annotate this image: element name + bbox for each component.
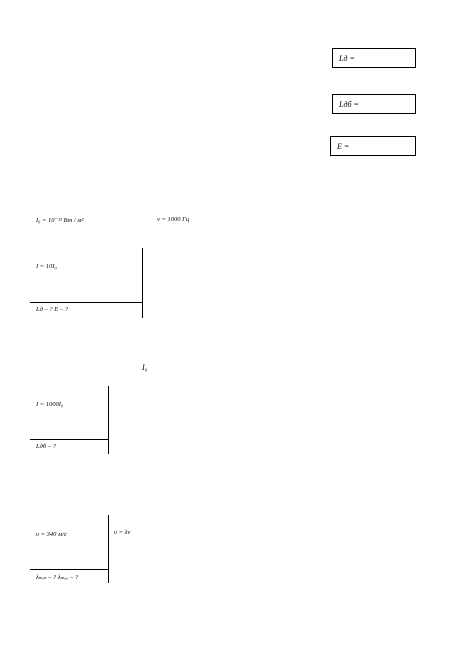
problem1-divider-vertical	[142, 248, 143, 318]
problem2-find: Lдб – ?	[36, 443, 56, 450]
answer-box-ld-label: Lд =	[339, 53, 355, 63]
given-intensity: I = 10I₀	[36, 263, 57, 270]
given-i0: I₀ = 10⁻¹² Вт / м²	[36, 217, 84, 224]
problem3-divider-horizontal	[30, 569, 108, 570]
problem1-find: Lд – ? E – ?	[36, 306, 68, 313]
answer-box-e	[330, 136, 416, 156]
answer-box-e-label: E =	[337, 141, 350, 151]
answer-box-ld	[332, 48, 416, 68]
problem3-find: λₘᵢₙ – ? λₘₐₓ – ?	[36, 574, 79, 581]
problem2-divider-vertical	[108, 386, 109, 454]
problem3-formula: υ = λν	[114, 529, 131, 536]
answer-box-ldb	[332, 94, 416, 114]
answer-box-ldb-label: Lдб =	[339, 99, 359, 109]
i0-label: I₀	[142, 363, 148, 372]
problem2-divider-horizontal	[30, 439, 108, 440]
problem2-given-intensity: I = 1000I₀	[36, 401, 64, 408]
given-frequency: ν = 1000 Гц	[157, 216, 190, 223]
problem1-divider-horizontal	[30, 302, 142, 303]
problem3-given-speed: υ = 340 м/c	[36, 531, 67, 538]
problem3-divider-vertical	[108, 515, 109, 583]
